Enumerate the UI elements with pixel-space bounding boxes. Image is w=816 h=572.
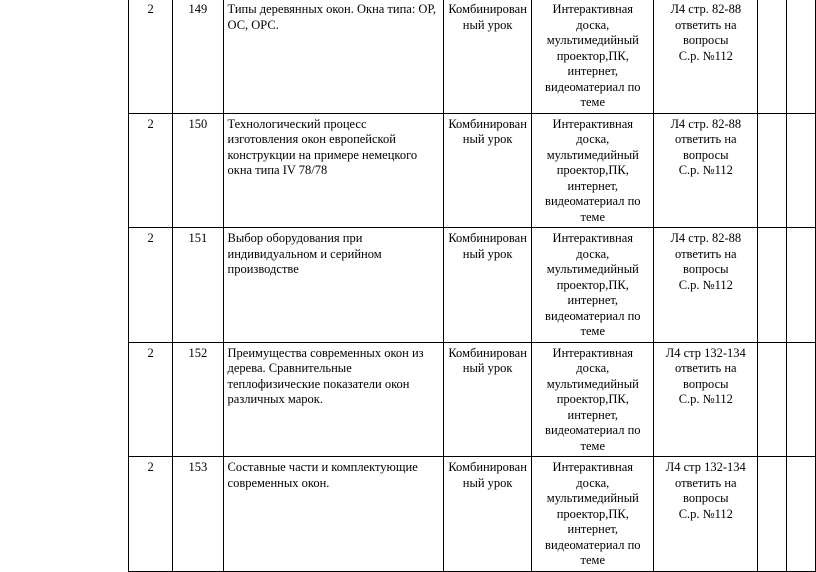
cell-resources-line: проектор,ПК,: [556, 48, 629, 63]
cell-empty-2: [786, 228, 815, 343]
cell-empty-1: [758, 228, 786, 343]
cell-resources-line: интернет,: [567, 407, 619, 422]
cell-num: 149: [173, 0, 223, 113]
cell-empty-2: [786, 457, 815, 572]
cell-type-line: Комбинирован: [448, 231, 527, 245]
cell-week: 2: [129, 342, 173, 457]
cell-resources-line: мультимедийный: [546, 491, 639, 505]
cell-resources-line: Интерактивная: [552, 2, 634, 16]
cell-resources-line: проектор,ПК,: [556, 392, 629, 406]
cell-resources: [532, 457, 654, 572]
cell-resources-line: мультимедийный: [546, 147, 639, 162]
table-row: [129, 342, 816, 457]
cell-type-line: ный урок: [462, 17, 513, 32]
cell-type-line: Комбинирован: [448, 345, 527, 360]
cell-empty-1: [758, 113, 786, 228]
lesson-plan-table: [128, 0, 816, 572]
cell-num: 152: [173, 342, 223, 457]
cell-resources: [532, 342, 654, 457]
cell-type: [444, 457, 532, 572]
cell-resources-line: теме: [580, 438, 606, 453]
cell-resources-line: интернет,: [567, 64, 619, 78]
cell-resources-line: видеоматериал по: [545, 194, 641, 208]
cell-type-line: Комбинирован: [448, 460, 527, 474]
cell-resources-line: теме: [580, 553, 606, 567]
cell-homework-line: ответить на: [674, 17, 737, 32]
cell-homework-line: С.р. №112: [678, 392, 733, 406]
cell-resources-line: интернет,: [567, 522, 619, 536]
cell-homework: [654, 0, 758, 113]
cell-week: 2: [129, 0, 173, 113]
cell-homework-line: Л4 стр 132-134: [665, 460, 746, 474]
cell-type: [444, 342, 532, 457]
cell-resources-line: интернет,: [567, 293, 619, 307]
cell-homework-line: ответить на: [674, 475, 737, 490]
cell-topic: Преимущества современных окон из дерева. Сравнительные теплофизические показатели окон различных марок.: [223, 342, 444, 457]
cell-type: [444, 113, 532, 228]
cell-resources: [532, 113, 654, 228]
cell-homework: [654, 113, 758, 228]
cell-empty-1: [758, 342, 786, 457]
cell-homework-line: вопросы: [683, 262, 729, 276]
cell-resources-line: видеоматериал по: [545, 308, 641, 323]
cell-type-line: ный урок: [462, 361, 513, 375]
cell-resources-line: проектор,ПК,: [556, 163, 629, 177]
cell-topic: Выбор оборудования при индивидуальном и серийном производстве: [223, 228, 444, 343]
cell-week: 2: [129, 113, 173, 228]
cell-homework-line: С.р. №112: [678, 277, 733, 292]
cell-resources: [532, 228, 654, 343]
cell-topic: Составные части и комплектующие современных окон.: [223, 457, 444, 572]
table-row: [129, 457, 816, 572]
cell-resources-line: мультимедийный: [546, 376, 639, 391]
cell-homework-line: вопросы: [683, 147, 729, 162]
cell-homework-line: ответить на: [674, 132, 737, 146]
cell-homework-line: ответить на: [674, 361, 737, 375]
cell-num: 153: [173, 457, 223, 572]
cell-homework-line: вопросы: [683, 33, 729, 47]
cell-resources-line: проектор,ПК,: [556, 506, 629, 521]
cell-resources-line: Интерактивная: [552, 460, 634, 474]
cell-type-line: ный урок: [462, 475, 513, 490]
cell-type-line: ный урок: [462, 246, 513, 261]
cell-empty-1: [758, 457, 786, 572]
cell-resources-line: интернет,: [567, 178, 619, 193]
cell-homework-line: вопросы: [683, 376, 729, 391]
cell-type: [444, 228, 532, 343]
cell-homework-line: С.р. №112: [678, 48, 733, 63]
cell-empty-2: [786, 0, 815, 113]
cell-type-line: Комбинирован: [448, 2, 527, 16]
cell-homework-line: С.р. №112: [678, 163, 733, 177]
cell-resources-line: Интерактивная доска,: [552, 231, 634, 261]
cell-resources-line: мультимедийный: [546, 33, 639, 47]
cell-homework-line: Л4 стр 132-134: [665, 345, 746, 360]
cell-empty-2: [786, 113, 815, 228]
table-row: [129, 0, 816, 113]
cell-homework-line: С.р. №112: [678, 506, 733, 521]
cell-type: [444, 0, 532, 113]
cell-homework: [654, 228, 758, 343]
cell-topic: Технологический процесс изготовления окон европейской конструкции на примере немецкого окна типа IV 78/78: [223, 113, 444, 228]
cell-resources-line: доска,: [576, 361, 610, 375]
cell-resources-line: доска,: [576, 475, 610, 490]
cell-resources-line: видеоматериал по: [545, 79, 641, 94]
cell-resources-line: теме: [580, 324, 606, 338]
cell-resources-line: мультимедийный: [546, 262, 639, 276]
cell-resources-line: теме: [580, 209, 606, 224]
table-body: [129, 0, 816, 571]
cell-resources-line: видеоматериал по: [545, 537, 641, 552]
cell-topic: Типы деревянных окон. Окна типа: ОР, ОС, ОРС.: [223, 0, 444, 113]
cell-empty-2: [786, 342, 815, 457]
cell-resources-line: доска,: [576, 17, 610, 32]
cell-resources-line: проектор,ПК,: [556, 277, 629, 292]
cell-homework-line: Л4 стр. 82-88: [670, 116, 742, 131]
table-row: [129, 228, 816, 343]
cell-resources-line: Интерактивная доска,: [552, 116, 634, 146]
cell-homework-line: Л4 стр. 82-88: [670, 2, 742, 16]
cell-homework: [654, 457, 758, 572]
cell-type-line: ный урок: [462, 132, 513, 146]
cell-homework-line: вопросы: [683, 491, 729, 505]
cell-homework: [654, 342, 758, 457]
cell-resources-line: Интерактивная: [552, 345, 634, 360]
cell-homework-line: Л4 стр. 82-88: [670, 231, 742, 245]
cell-num: 151: [173, 228, 223, 343]
cell-resources-line: видеоматериал по: [545, 423, 641, 437]
cell-empty-1: [758, 0, 786, 113]
cell-resources-line: теме: [580, 95, 606, 109]
cell-type-line: Комбинирован: [448, 116, 527, 131]
cell-week: 2: [129, 228, 173, 343]
cell-num: 150: [173, 113, 223, 228]
cell-homework-line: ответить на: [674, 246, 737, 261]
cell-week: 2: [129, 457, 173, 572]
table-row: [129, 113, 816, 228]
cell-resources: [532, 0, 654, 113]
